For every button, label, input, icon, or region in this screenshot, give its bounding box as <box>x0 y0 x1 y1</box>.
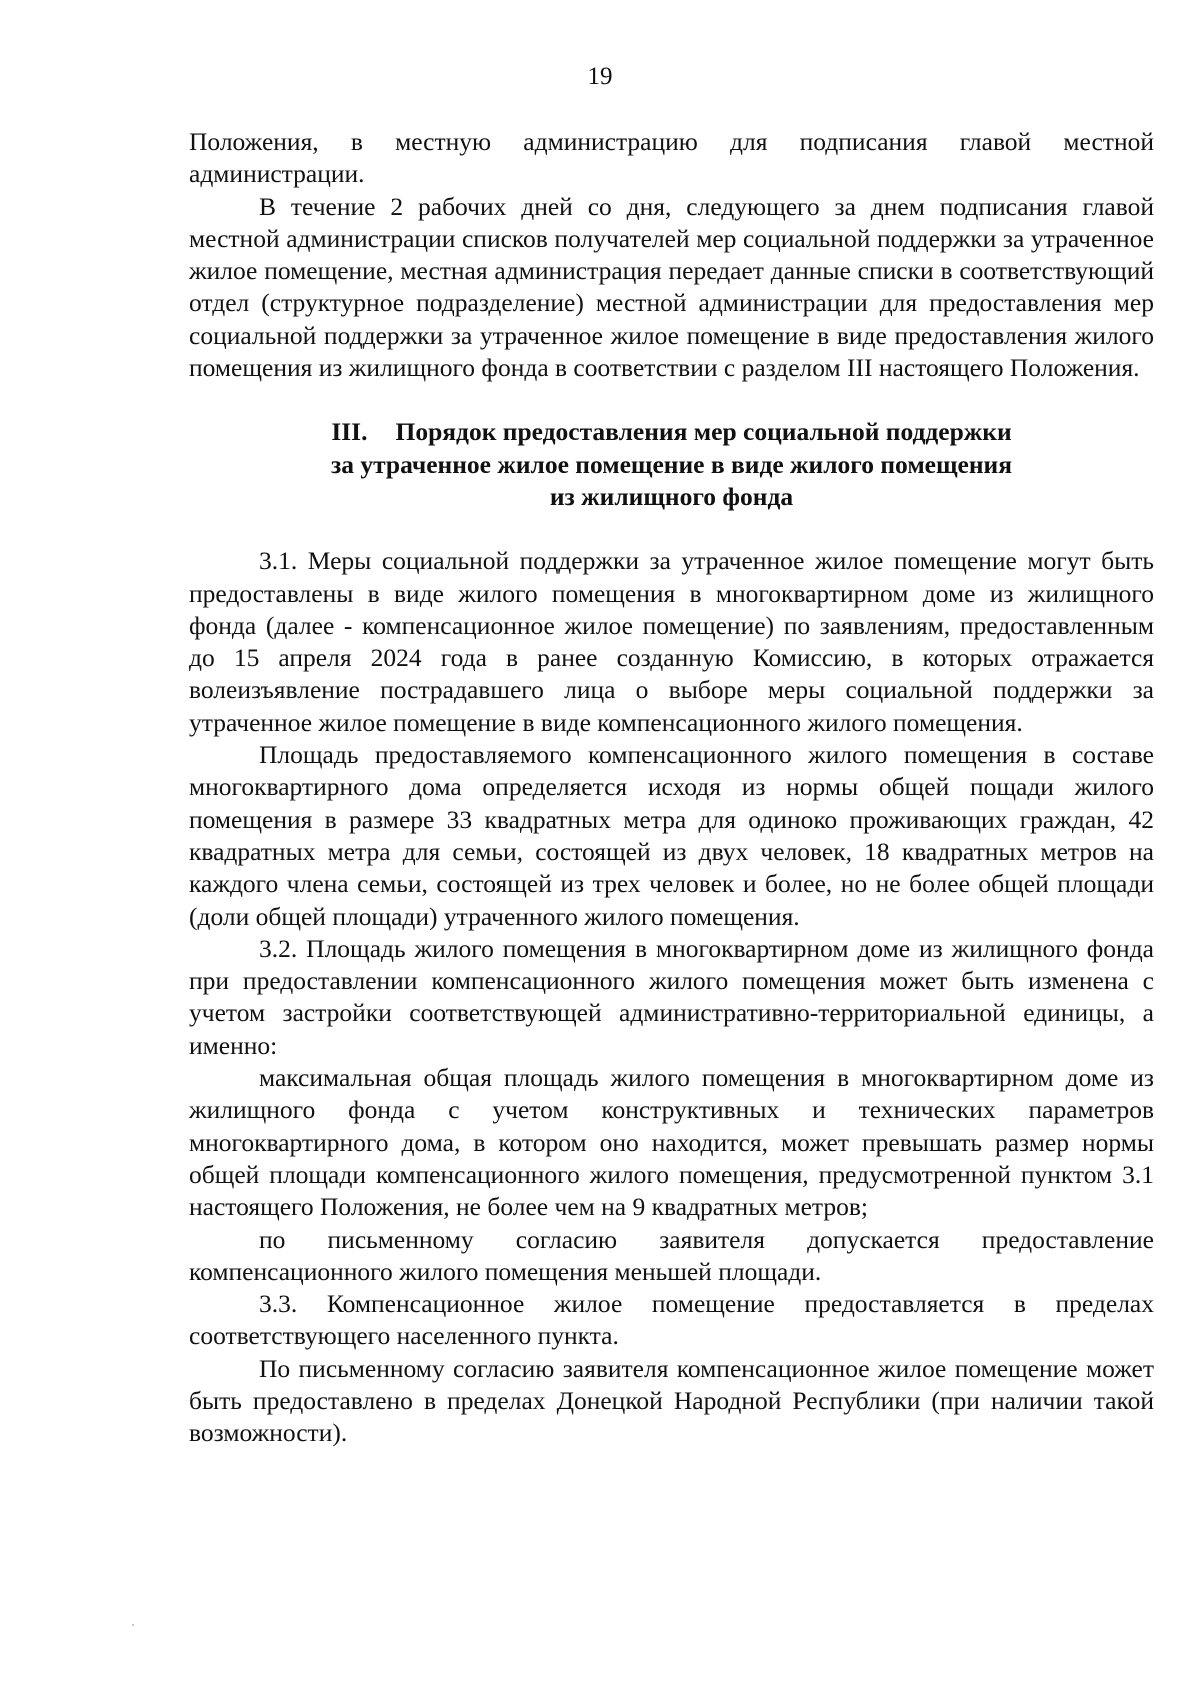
paragraph-area-norms: Площадь предоставляемого компенсационного жилого помещения в составе многоквартирного дома определяется исходя из нормы общей пощади жилого помещения в размере 33 квадратных метра для одиноко проживающих граждан, 42 квадратных метра для семьи, состоящей из двух человек, 18 квадратных метров на каждого члена семьи, состоящей из трех человек и более, но не более общей площади (доли общей площади) утраченного жилого помещения. <box>189 740 1154 931</box>
paragraph-3-2: 3.2. Площадь жилого помещения в многоквартирном доме из жилищного фонда при предоставлении компенсационного жилого помещения может быть изменена с учетом застройки соответствующей административно-территориальной единицы, а именно: <box>189 933 1154 1060</box>
section-heading <box>189 416 1154 513</box>
section-heading-line-1 <box>189 416 1154 448</box>
paragraph-3-1: 3.1. Меры социальной поддержки за утраченное жилое помещение могут быть предоставлены в виде жилого помещения в многоквартирном доме из жилищного фонда (далее - компенсационное жилое помещение) по заявлениям, предоставленным до 15 апреля 2024 года в ранее созданную Комиссию, в которых отражается волеизъявление пострадавшего лица о выборе меры социальной поддержки за утраченное жилое помещение в виде компенсационного жилого помещения. <box>189 546 1154 737</box>
section-title-part-1: Порядок предоставления мер социальной поддержки <box>395 417 1012 447</box>
paragraph-smaller-area: по письменному согласию заявителя допускается предоставление компенсационного жилого помещения меньшей площади. <box>189 1224 1154 1286</box>
section-number: III. <box>331 417 368 447</box>
paragraph-max-area: максимальная общая площадь жилого помещения в многоквартирном доме из жилищного фонда с учетом конструктивных и технических параметров многоквартирного дома, в котором оно находится, может превышать размер нормы общей площади компенсационного жилого помещения, предусмотренной пунктом 3.1 настоящего Положения, не более чем на 9 квадратных метров; <box>189 1063 1154 1222</box>
paragraph-lists-transfer: В течение 2 рабочих дней со дня, следующего за днем подписания главой местной администрации списков получателей мер социальной поддержки за утраченное жилое помещение, местная администрация передает данные списки в соответствующий отдел (структурное подразделение) местной администрации для предоставления мер социальной поддержки за утраченное жилое помещение в виде предоставления жилого помещения из жилищного фонда в соответствии с разделом III настоящего Положения. <box>189 191 1154 383</box>
scan-artifact <box>132 1624 134 1626</box>
section-heading-line-3: из жилищного фонда <box>549 481 794 511</box>
paragraph-continuation: Положения, в местную администрацию для подписания главой местной администрации. <box>189 127 1154 189</box>
document-body <box>189 126 1154 1450</box>
section-heading-line-2: за утраченное жилое помещение в виде жилого помещения <box>330 449 1013 479</box>
paragraph-3-3: 3.3. Компенсационное жилое помещение предоставляется в пределах соответствующего населенного пункта. <box>189 1289 1154 1351</box>
page-number: 19 <box>587 63 613 90</box>
paragraph-republic: По письменному согласию заявителя компенсационное жилое помещение может быть предоставлено в пределах Донецкой Народной Республики (при наличии такой возможности). <box>189 1353 1154 1448</box>
